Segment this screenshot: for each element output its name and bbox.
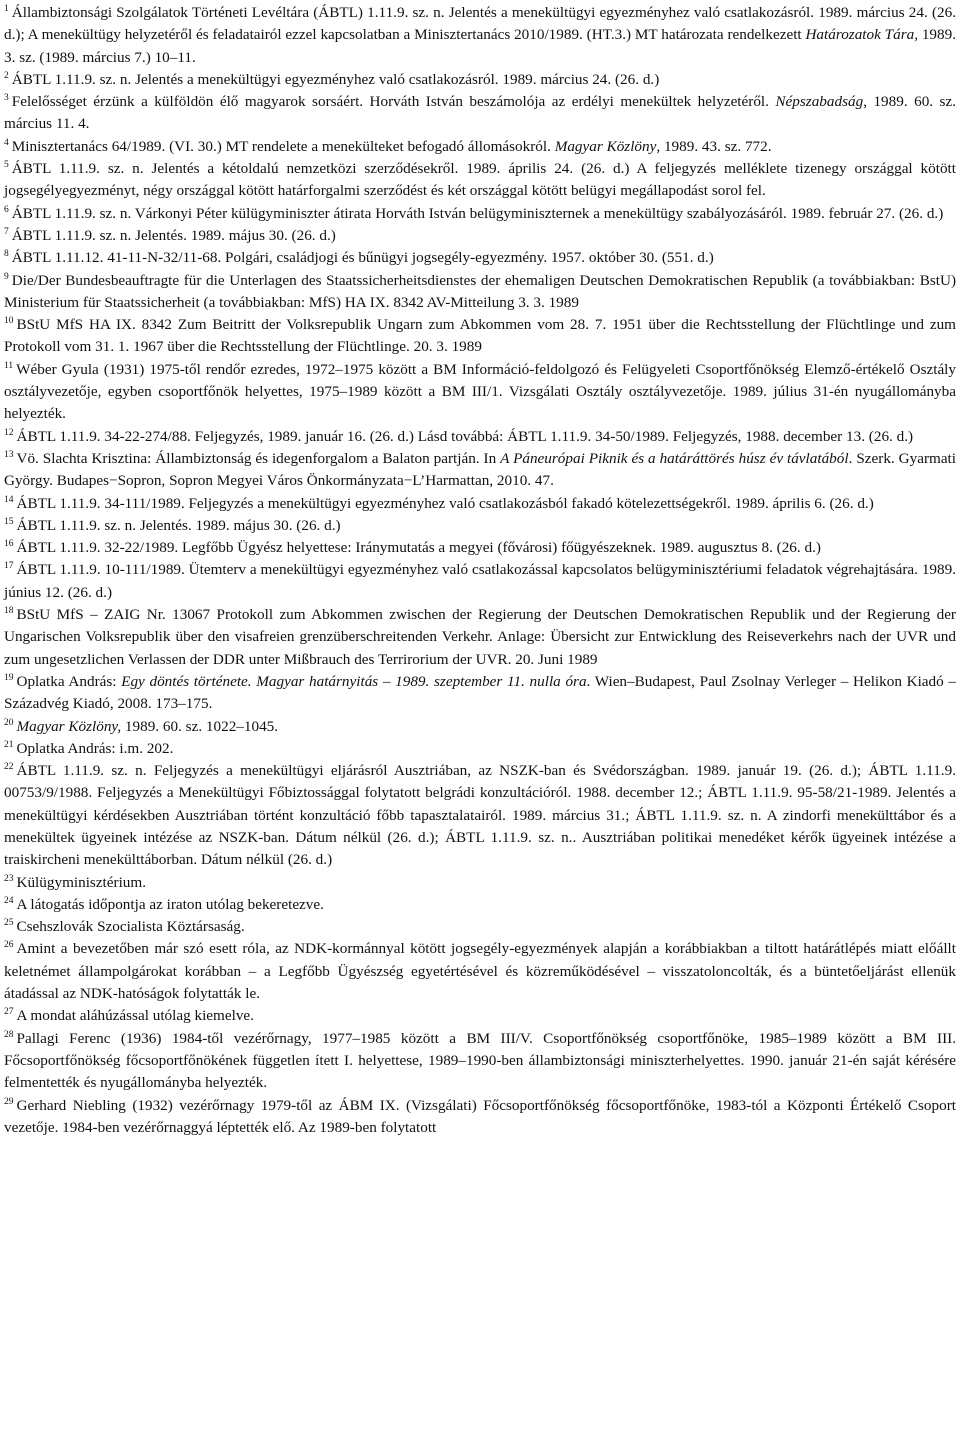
footnote-20	[4, 716, 956, 738]
footnote-15	[4, 515, 956, 537]
footnote-21	[4, 738, 956, 760]
footnote-text: Felelősséget érzünk a külföldön élő magyarok sorsáért. Horváth István beszámolója az erdélyi menekültek helyzetéről.	[11, 93, 776, 111]
footnote-6	[4, 203, 956, 225]
footnote-27	[4, 1005, 956, 1027]
footnote-number: 12	[4, 427, 14, 438]
italic-title: A Páneurópai Piknik és a határáttörés húsz év távlatából	[500, 449, 849, 467]
footnote-text: ÁBTL 1.11.9. 32-22/1989. Legfőbb Ügyész helyettese: Iránymutatás a megyei (fővárosi) főügyészeknek. 1989. augusztus 8. (26. d.)	[16, 539, 821, 557]
footnote-number: 21	[4, 739, 14, 750]
footnote-text: Oplatka András: i.m. 202.	[16, 739, 174, 757]
footnote-number: 17	[4, 561, 14, 572]
footnote-text: BStU MfS – ZAIG Nr. 13067 Protokoll zum Abkommen zwischen der Regierung der Deutschen Demokratischen Republik und der Regierung der Ungarischen Volksrepublik über den visafreien grenzüberschreitenden Verkehr. Anlage: Übersicht zur Entwicklung des Reiseverkehrs nach der UVR und zum ungesetzlichen Verlassen der DDR unter Mißbrauch des Terrirorium der UVR. 20. Juni 1989	[4, 606, 956, 668]
footnote-text: 1989. 3. sz. (1989. március 7.) 10–11.	[4, 26, 957, 66]
footnote-number: 4	[4, 137, 9, 148]
footnote-text: , 1989. 60. sz. március 11. 4.	[4, 93, 957, 133]
footnote-number: 9	[4, 271, 9, 282]
footnote-number: 18	[4, 606, 14, 617]
footnote-number: 25	[4, 918, 14, 929]
footnote-number: 19	[4, 672, 14, 683]
footnote-text: Külügyminisztérium.	[16, 873, 147, 891]
footnote-text: Csehszlovák Szocialista Köztársaság.	[16, 918, 245, 936]
footnote-22	[4, 760, 956, 871]
italic-title: Egy döntés története. Magyar határnyitás – 1989. szeptember 11. nulla óra	[121, 672, 587, 690]
footnote-17	[4, 559, 956, 604]
footnote-text: ÁBTL 1.11.9. 10-111/1989. Ütemterv a menekültügyi egyezményhez való csatlakozással kapcsolatos belügyminisztériumi feladatok végrehajtására. 1989. június 12. (26. d.)	[4, 561, 956, 601]
footnote-text: Die/Der Bundesbeauftragte für die Unterlagen des Staatssicherheitsdienstes der ehemaligen Deutschen Demokratischen Republik (a továbbiakban: BstU) Ministerium für Staatssicherheit (a továbbiakban: MfS) HA IX. 8342 AV-Mitteilung 3. 3. 1989	[4, 271, 956, 311]
footnote-number: 26	[4, 940, 14, 951]
footnote-text: ÁBTL 1.11.9. sz. n. Feljegyzés a menekültügyi eljárásról Ausztriában, az NSZK-ban és Svédországban. 1989. január 19. (26. d.); ÁBTL 1.11.9. 00753/9/1988. Feljegyzés a Menekültügyi Főbiztossággal folytatott belgrádi konzultációról. 1988. december 12.; ÁBTL 1.11.9. 95-58/21-1989. Jelentés a menekültügyi kérdésekben Ausztriában történt konzultáció főbb tapasztalatairól. 1989. március 31.; ÁBTL 1.11.9. sz. n. A zindorfi menekülttábor és a menekültek ügyeinek intézése az NSZK-ban. Dátum nélkül (26. d.); ÁBTL 1.11.9. sz. n.. Ausztriában politikai menedéket kérők ügyeinek intézése a traiskircheni menekülttáborban. Dátum nélkül (26. d.)	[4, 762, 956, 869]
footnote-text: BStU MfS HA IX. 8342 Zum Beitritt der Volksrepublik Ungarn zum Abkommen vom 28. 7. 1951 über die Rechtsstellung der Flüchtlinge und zum Protokoll vom 31. 1. 1967 über die Rechtsstellung der Flüchtlinge. 20. 3. 1989	[4, 316, 956, 356]
footnote-2	[4, 69, 956, 91]
footnote-23	[4, 872, 956, 894]
footnote-text: ÁBTL 1.11.9. sz. n. Jelentés a kétoldalú nemzetközi szerződésekről. 1989. április 24. (26. d.) A feljegyzés melléklete tizenegy országgal kötött jogsegélyegyezményt, négy országgal kötött határforgalmi szerződést és két országgal kötött belügyi megállapodást sorol fel.	[4, 160, 956, 200]
footnote-number: 29	[4, 1096, 14, 1107]
footnote-text: ÁBTL 1.11.12. 41-11-N-32/11-68. Polgári, családjogi és bűnügyi jogsegély-egyezmény. 1957. október 30. (551. d.)	[11, 249, 714, 267]
footnote-9	[4, 270, 956, 315]
footnote-text: ÁBTL 1.11.9. sz. n. Jelentés. 1989. május 30. (26. d.)	[11, 226, 336, 244]
footnote-number: 27	[4, 1007, 14, 1018]
footnote-text: Vö. Slachta Krisztina: Állambiztonság és idegenforgalom a Balaton partján. In	[16, 449, 501, 467]
footnote-number: 11	[4, 360, 14, 371]
footnote-text: Pallagi Ferenc (1936) 1984-től vezérőrnagy, 1977–1985 között a BM III/V. Csoportfőnökség csoportfőnöke, 1985–1989 között a BM III. Főcsoportfőnökség főcsoportfőnökének független ített I. helyettese, 1989–1990-ben állambiztonsági miniszterhelyettes. 1990. január 21-én saját kérésére felmentették és nyugállományba helyezték.	[4, 1029, 956, 1092]
footnote-25	[4, 916, 956, 938]
footnote-number: 20	[4, 717, 14, 728]
footnote-1	[4, 2, 956, 69]
footnote-11	[4, 359, 956, 426]
footnote-number: 8	[4, 249, 9, 260]
footnote-19	[4, 671, 956, 716]
footnote-text: Minisztertanács 64/1989. (VI. 30.) MT rendelete a menekülteket befogadó állomásokról.	[11, 137, 555, 155]
footnote-number: 16	[4, 539, 14, 550]
footnote-number: 13	[4, 449, 14, 460]
footnote-12	[4, 426, 956, 448]
footnote-24	[4, 894, 956, 916]
footnote-28	[4, 1028, 956, 1095]
footnote-number: 24	[4, 895, 14, 906]
footnote-number: 7	[4, 226, 9, 237]
footnote-number: 1	[4, 4, 9, 14]
footnote-29	[4, 1095, 956, 1140]
italic-title: Magyar Közlöny,	[16, 717, 122, 735]
footnote-text: Gerhard Niebling (1932) vezérőrnagy 1979-től az ÁBM IX. (Vizsgálati) Főcsoportfőnökség főcsoportfőnöke, 1983-tól a Központi Értékelő Csoport vezetője. 1984-ben vezérőrnaggyá léptették elő. Az 1989-ben folytatott	[4, 1096, 956, 1136]
footnote-text: Oplatka András:	[16, 672, 122, 690]
footnote-number: 23	[4, 873, 14, 884]
footnote-number: 6	[4, 204, 9, 215]
footnote-number: 10	[4, 316, 14, 327]
footnote-text: ÁBTL 1.11.9. 34-22-274/88. Feljegyzés, 1989. január 16. (26. d.) Lásd továbbá: ÁBTL 1.11.9. 34-50/1989. Feljegyzés, 1988. december 13. (26. d.)	[16, 427, 914, 445]
footnote-13	[4, 448, 956, 493]
footnote-number: 2	[4, 70, 9, 81]
footnote-text: A mondat aláhúzással utólag kiemelve.	[16, 1007, 254, 1025]
footnote-7	[4, 225, 956, 247]
italic-title: Népszabadság	[775, 93, 864, 111]
footnote-14	[4, 493, 956, 515]
footnote-10	[4, 314, 956, 359]
footnote-number: 22	[4, 762, 14, 773]
footnote-text: ÁBTL 1.11.9. sz. n. Jelentés. 1989. május 30. (26. d.)	[16, 516, 341, 534]
footnote-number: 28	[4, 1029, 14, 1040]
footnote-number: 14	[4, 494, 14, 505]
footnote-text: ÁBTL 1.11.9. sz. n. Jelentés a menekültügyi egyezményhez való csatlakozásról. 1989. március 24. (26. d.)	[11, 70, 660, 88]
footnote-number: 5	[4, 160, 9, 171]
footnote-text: . Szerk. Gyarmati György. Budapes−Sopron, Sopron Megyei Város Önkormányzata−L’Harmattan, 2010. 47.	[4, 449, 956, 490]
footnote-5	[4, 158, 956, 203]
footnote-18	[4, 604, 956, 671]
footnote-text: Állambiztonsági Szolgálatok Történeti Levéltára (ÁBTL) 1.11.9. sz. n. Jelentés a menekültügyi egyezményhez való csatlakozásról. 1989. március 24. (26. d.); A menekültügy helyzetéről és feladatairól ezzel kapcsolatban a Minisztertanács 2010/1989. (HT.3.) MT határozata rendelkezett	[4, 4, 956, 44]
footnote-text: A látogatás időpontja az iraton utólag bekeretezve.	[16, 895, 324, 913]
footnote-number: 3	[4, 93, 9, 104]
footnote-text: . Wien–Budapest, Paul Zsolnay Verleger – Helikon Kiadó – Századvég Kiadó, 2008. 173–175.	[4, 672, 956, 713]
footnote-number: 15	[4, 516, 14, 527]
footnote-text: ÁBTL 1.11.9. 34-111/1989. Feljegyzés a menekültügyi egyezményhez való csatlakozásból fakadó kötelezettségekről. 1989. április 6. (26. d.)	[16, 494, 874, 512]
footnote-26	[4, 938, 956, 1005]
italic-title: Magyar Közlöny	[554, 137, 657, 155]
footnote-4	[4, 136, 956, 158]
footnote-text: ÁBTL 1.11.9. sz. n. Várkonyi Péter külügyminiszter átirata Horváth István belügyminiszternek a menekültügy szabályozásáról. 1989. február 27. (26. d.)	[11, 204, 944, 222]
footnote-16	[4, 537, 956, 559]
footnote-text: Amint a bevezetőben már szó esett róla, az NDK-kormánnyal kötött jogsegély-egyezmények alapján a korábbiakban a tiltott határátlépés miatt előállt keletnémet állampolgárokat korábban – a Legfőbb Ügyészség egyetértésével és közreműködésével – visszatoloncolták, és a büntetőeljárást ellenük átadással az NDK-hatóságok folytatták le.	[4, 940, 956, 1003]
footnote-text: , 1989. 43. sz. 772.	[656, 137, 772, 155]
footnote-text: Wéber Gyula (1931) 1975-től rendőr ezredes, 1972–1975 között a BM Információ-feldolgozó és Felügyeleti Csoportfőnökség Elemző-értékelő Osztály osztályvezetője, egyben csoportfőnök helyettes, 1975–1989 között a BM III/1. Vizsgálati Osztály osztályvezetője. 1989. július 31-én nyugállományba helyezték.	[4, 360, 956, 423]
italic-title: Határozatok Tára,	[805, 26, 919, 44]
footnote-3	[4, 91, 956, 136]
footnote-8	[4, 247, 956, 269]
footnote-text: 1989. 60. sz. 1022–1045.	[121, 717, 279, 735]
